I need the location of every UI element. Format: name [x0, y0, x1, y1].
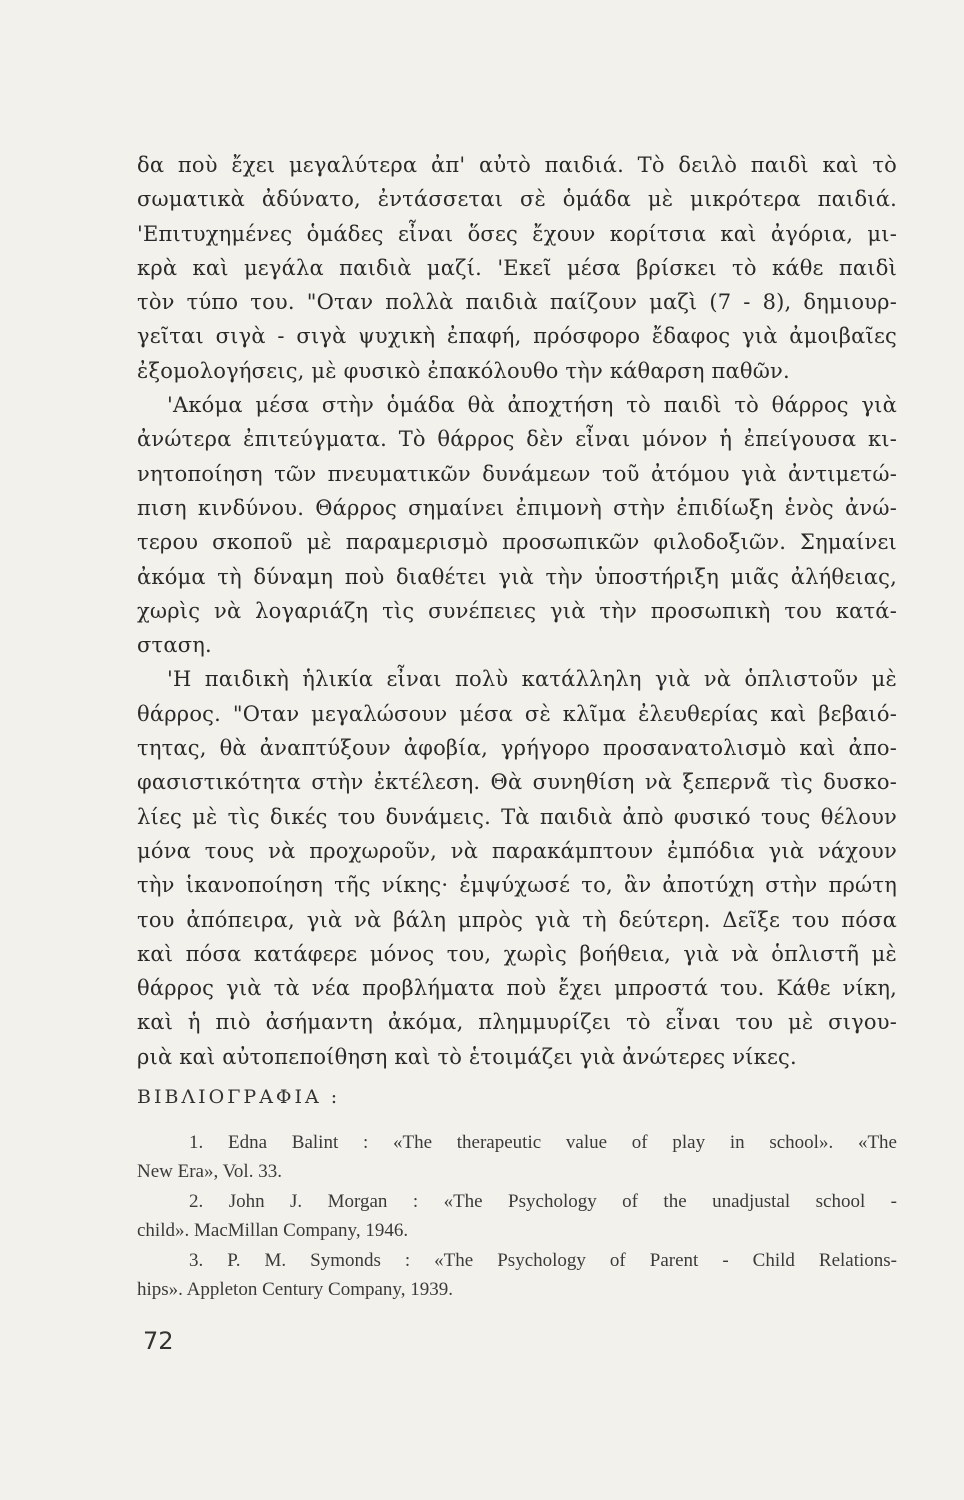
- text-line: 'Η παιδικὴ ἡλικία εἶναι πολὺ κατάλληλη γιὰ νὰ ὁπλιστοῦν μὲ: [167, 667, 897, 692]
- bibliography-heading: ΒΙΒΛΙΟΓΡΑΦΙΑ :: [137, 1086, 341, 1108]
- bibliography-line: child». MacMillan Company, 1946.: [137, 1220, 409, 1242]
- text-line: μόνα τους νὰ προχωροῦν, νὰ παρακάμπτουν ἐμπόδια γιὰ νάχουν: [137, 838, 897, 863]
- text-line: φασιστικότητα στὴν ἐκτέλεση. Θὰ συνηθίση νὰ ξεπερνᾶ τὶς δυσκο-: [137, 770, 897, 795]
- text-line: θάρρος γιὰ τὰ νέα προβλήματα ποὺ ἔχει μπροστά του. Κάθε νίκη,: [137, 976, 897, 1001]
- bibliography-line: 3. P. M. Symonds : «The Psychology of Parent - Child Relations-: [189, 1249, 897, 1271]
- text-line: σταση.: [137, 633, 212, 658]
- page-number: 72: [143, 1327, 174, 1355]
- text-line: ἀκόμα τὴ δύναμη ποὺ διαθέτει γιὰ τὴν ὑποστήριξη μιᾶς ἀλήθειας,: [137, 564, 897, 589]
- bibliography-line: New Era», Vol. 33.: [137, 1161, 282, 1183]
- text-line: ἀνώτερα ἐπιτεύγματα. Τὸ θάρρος δὲν εἶναι μόνον ἡ ἐπείγουσα κι-: [137, 427, 897, 452]
- bibliography-list: [137, 1128, 897, 1304]
- bibliography-line: hips». Appleton Century Company, 1939.: [137, 1278, 453, 1300]
- main-text: [137, 148, 897, 1074]
- text-line: δα ποὺ ἔχει μεγαλύτερα ἀπ' αὐτὸ παιδιά. Τὸ δειλὸ παιδὶ καὶ τὸ: [137, 153, 897, 177]
- bibliography-line: 2. John J. Morgan : «The Psychology of the unadjustal school -: [189, 1190, 897, 1212]
- text-line: του ἀπόπειρα, γιὰ νὰ βάλη μπρὸς γιὰ τὴ δεύτερη. Δεῖξε του πόσα: [137, 907, 897, 932]
- text-line: θάρρος. "Οταν μεγαλώσουν μέσα σὲ κλῖμα ἐλευθερίας καὶ βεβαιό-: [137, 701, 897, 726]
- text-line: κρὰ καὶ μεγάλα παιδιὰ μαζί. 'Εκεῖ μέσα βρίσκει τὸ κάθε παιδὶ: [137, 255, 897, 280]
- text-line: τὴν ἱκανοποίηση τῆς νίκης· ἐμψύχωσέ το, ἂν ἀποτύχη στὴν πρώτη: [137, 873, 897, 898]
- text-line: χωρὶς νὰ λογαριάζη τὶς συνέπειες γιὰ τὴν προσωπικὴ του κατά-: [137, 598, 897, 623]
- text-line: λίες μὲ τὶς δικές του δυνάμεις. Τὰ παιδιὰ ἀπὸ φυσικό τους θέλουν: [137, 804, 897, 829]
- text-line: τητας, θὰ ἀναπτύξουν ἀφοβία, γρήγορο προσανατολισμὸ καὶ ἀπο-: [137, 736, 897, 761]
- text-line: σωματικὰ ἀδύνατο, ἐντάσσεται σὲ ὁμάδα μὲ μικρότερα παιδιά.: [137, 187, 897, 212]
- text-line: καὶ ἡ πιὸ ἀσήμαντη ἀκόμα, πλημμυρίζει τὸ εἶναι του μὲ σιγου-: [137, 1010, 897, 1035]
- text-line: ἐξομολογήσεις, μὲ φυσικὸ ἐπακόλουθο τὴν κάθαρση παθῶν.: [137, 358, 790, 383]
- text-line: τερου σκοποῦ μὲ παραμερισμὸ προσωπικῶν φιλοδοξιῶν. Σημαίνει: [137, 530, 897, 555]
- text-line: νητοποίηση τῶν πνευματικῶν δυνάμεων τοῦ ἀτόμου γιὰ ἀντιμετώ-: [137, 461, 897, 486]
- text-line: γεῖται σιγὰ - σιγὰ ψυχικὴ ἐπαφή, πρόσφορο ἔδαφος γιὰ ἀμοιβαῖες: [137, 324, 897, 349]
- text-line: 'Επιτυχημένες ὁμάδες εἶναι ὅσες ἔχουν κορίτσια καὶ ἀγόρια, μι-: [137, 221, 897, 246]
- text-line: ριὰ καὶ αὐτοπεποίθηση καὶ τὸ ἑτοιμάζει γιὰ ἀνώτερες νίκες.: [137, 1044, 797, 1069]
- text-line: καὶ πόσα κατάφερε μόνος του, χωρὶς βοήθεια, γιὰ νὰ ὁπλιστῆ μὲ: [137, 941, 897, 966]
- text-line: τὸν τύπο του. "Οταν πολλὰ παιδιὰ παίζουν μαζὶ (7 - 8), δημιουρ-: [137, 290, 897, 315]
- bibliography-line: 1. Edna Balint : «The therapeutic value of play in school». «The: [189, 1132, 897, 1153]
- text-line: 'Ακόμα μέσα στὴν ὁμάδα θὰ ἀποχτήση τὸ παιδὶ τὸ θάρρος γιὰ: [167, 393, 897, 418]
- text-line: πιση κινδύνου. Θάρρος σημαίνει ἐπιμονὴ στὴν ἐπιδίωξη ἑνὸς ἀνώ-: [137, 495, 897, 520]
